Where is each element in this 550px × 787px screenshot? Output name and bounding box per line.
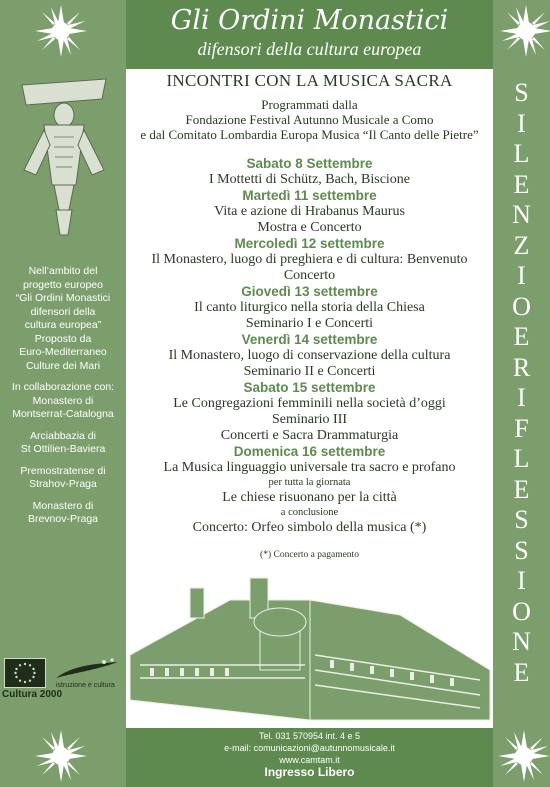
info-email: e-mail: comunicazioni@autunnomusicale.it xyxy=(224,743,395,753)
vertical-letter: S xyxy=(514,78,529,107)
event-line: Seminario I e Concerti xyxy=(245,316,374,331)
vertical-letter: E xyxy=(513,169,530,199)
info-phone: Tel. 031 570954 int. 4 e 5 xyxy=(258,731,361,741)
sidebar-partner-2 xyxy=(0,430,126,457)
free-entry-label: Ingresso Libero xyxy=(264,765,355,779)
sidebar-line: Brevnov-Praga xyxy=(27,513,99,525)
event-line: I Mottetti di Schütz, Bach, Biscione xyxy=(208,172,411,187)
sidebar-line: “Gli Ordini Monastici xyxy=(15,292,111,304)
organizers-line: Programmati dalla xyxy=(261,97,358,112)
vertical-letter: R xyxy=(512,352,531,382)
event-note: per tutta la giornata xyxy=(268,477,351,488)
section-heading: INCONTRI CON LA MUSICA SACRA xyxy=(166,71,453,90)
poster-title: Gli Ordini Monastici xyxy=(170,5,449,36)
poster-subtitle: difensori della cultura europea xyxy=(197,39,422,59)
sidebar-line: progetto europeo xyxy=(23,278,103,291)
event-line: Vita e azione di Hrabanus Maurus xyxy=(214,204,405,219)
sidebar-line: St Ottilien-Baviera xyxy=(20,443,106,455)
sidebar-line: Nell’ambito del xyxy=(28,265,98,277)
sidebar-partner-3 xyxy=(0,465,126,492)
sidebar-line: Arciabbazia di xyxy=(30,429,96,442)
event-date: Domenica 16 settembre xyxy=(233,444,386,459)
vertical-letter: O xyxy=(512,291,531,321)
vertical-lettering xyxy=(493,78,550,688)
event-date: Sabato 8 Settembre xyxy=(246,156,373,171)
info-website: www.camtam.it xyxy=(279,755,340,765)
eu-flag-icon xyxy=(4,658,46,688)
event-line: Il canto liturgico nella storia della Chiesa xyxy=(194,300,425,315)
sidebar-line: Culture dei Mari xyxy=(25,359,101,372)
event-line: Mostra e Concerto xyxy=(257,220,362,235)
vertical-letter: I xyxy=(517,261,526,290)
istruzione-cultura-logo xyxy=(52,656,124,690)
event-line: Le chiese risuonano per la città xyxy=(222,490,397,505)
vertical-letter: N xyxy=(512,200,531,229)
sidebar-line: difensori della xyxy=(30,305,96,318)
event-line: Il Monastero, luogo di conservazione della cultura xyxy=(168,348,451,363)
sidebar-project-info xyxy=(0,265,126,373)
vertical-letter: I xyxy=(517,383,526,412)
event-line: La Musica linguaggio universale tra sacro e profano xyxy=(163,460,456,475)
logo-caption: istruzione e cultura xyxy=(56,682,115,689)
sidebar-line: Monastero di xyxy=(32,499,94,512)
star-ornament-icon xyxy=(33,3,89,59)
organizers-block xyxy=(126,97,493,142)
event-line: Seminario III xyxy=(271,412,348,427)
event-date: Mercoledì 12 settembre xyxy=(234,236,385,251)
monastery-illustration xyxy=(110,560,500,730)
sidebar-line: Monastero di xyxy=(32,394,94,407)
vertical-letter: O xyxy=(512,596,531,626)
vertical-letter: I xyxy=(517,566,526,595)
contact-info xyxy=(126,718,493,766)
event-date: Giovedì 13 settembre xyxy=(241,284,378,299)
sidebar-line: In collaborazione con: xyxy=(11,381,115,393)
info-address: Info: CAMTAM, Villa Olmo - Como xyxy=(241,719,378,729)
vertical-letter: S xyxy=(514,505,529,534)
vertical-letter: F xyxy=(514,413,529,443)
vertical-letter: E xyxy=(513,474,530,504)
vertical-letter: E xyxy=(513,657,530,687)
vertical-letter: S xyxy=(514,535,529,565)
sidebar-partner-1 xyxy=(0,381,126,422)
sidebar-line: Euro-Mediterraneo xyxy=(19,346,107,358)
organizers-line: Fondazione Festival Autunno Musicale a Como xyxy=(185,112,434,127)
event-line: Le Congregazioni femminili nella società d’oggi xyxy=(173,396,446,411)
event-date: Martedì 11 settembre xyxy=(242,188,377,203)
sidebar-line: Montserrat-Catalogna xyxy=(12,408,114,420)
star-ornament-icon xyxy=(496,728,550,784)
event-date: Venerdì 14 settembre xyxy=(241,332,378,347)
footnote: (*) Concerto a pagamento xyxy=(260,550,359,560)
star-ornament-icon xyxy=(33,728,89,784)
event-line: Concerti e Sacra Drammaturgia xyxy=(220,428,399,443)
event-line: Concerto xyxy=(283,268,336,283)
vertical-letter: I xyxy=(517,108,526,138)
sidebar-partner-4 xyxy=(0,500,126,527)
sidebar-line: Premostratense di xyxy=(20,464,106,477)
vertical-letter: N xyxy=(512,627,531,656)
cultura-2000-label: Cultura 2000 xyxy=(2,689,63,700)
project-sidebar xyxy=(0,265,126,535)
event-note: a conclusione xyxy=(280,507,339,518)
event-date: Sabato 15 settembre xyxy=(243,380,376,395)
event-line: Il Monastero, luogo di preghiera e di cultura: Benvenuto xyxy=(151,252,468,267)
vertical-letter: E xyxy=(513,322,530,351)
vertical-letter: L xyxy=(513,444,530,473)
vertical-letter: L xyxy=(513,139,530,168)
event-line: Seminario II e Concerti xyxy=(243,364,376,379)
vertical-letter: Z xyxy=(513,230,530,260)
eagle-sculpture-image xyxy=(14,75,114,245)
sidebar-line: Strahov-Praga xyxy=(29,478,97,490)
sidebar-line: cultura europea” xyxy=(24,319,102,331)
schedule xyxy=(126,156,493,536)
event-line: Concerto: Orfeo simbolo della musica (*) xyxy=(192,520,427,535)
organizers-line: e dal Comitato Lombardia Europa Musica “Il Canto delle Pietre” xyxy=(140,127,479,142)
star-ornament-icon xyxy=(498,3,550,59)
sidebar-line: Proposto da xyxy=(34,332,92,345)
